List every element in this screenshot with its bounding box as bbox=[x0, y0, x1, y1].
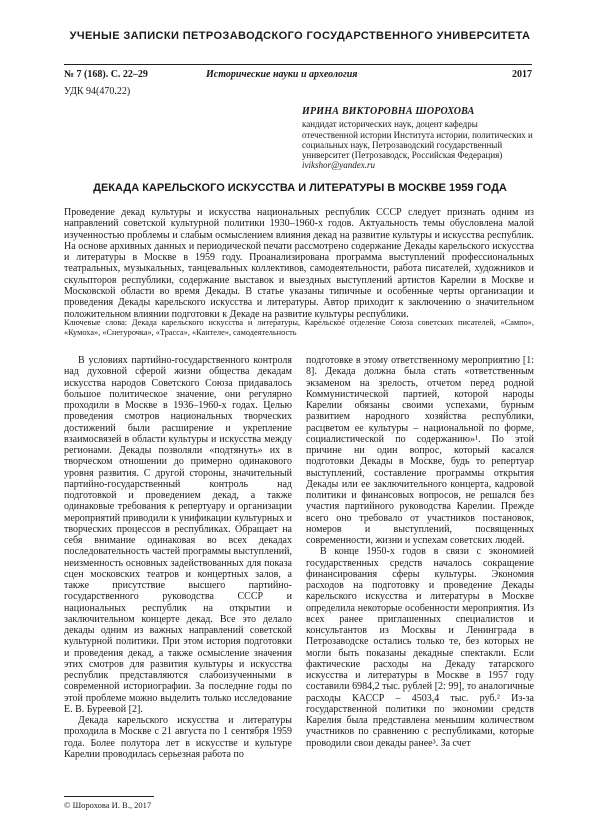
body-paragraph: В конце 1950-х годов в связи с экономией государственных средств началось сокращение финансирования сферы культуры. Экономия расходов на подготовку и проведение Декады карельского искусства и литературы в Москве определила некоторые особенности мероприятия. Из всех ранее приглашенных специалистов и консультантов из Москвы и Ленинграда в Петрозаводске остались только те, без которых не могли быть показаны декадные спектакли. Если фактические расходы на Декаду татарского искусства и литературы в Москве в 1957 году составили 6984,2 тыс. рублей [2: 99], то аналогичные расходы КАССР – 4503,4 тыс. руб.² Из-за государственной политики по экономии средств Карелия была представлена меньшим количеством участников по сравнению с республиками, которые проводили свои декады ранее³. За счет bbox=[306, 546, 534, 749]
copyright-notice: © Шорохова И. В., 2017 bbox=[64, 800, 152, 810]
article-abstract: Проведение декад культуры и искусства национальных республик СССР следует признать одним из направлений советской культурной политики 1930–1960-х годов. Актуальность темы обусловлена малой изученностью проблемы и слабым осмыслением влияния декад на развитие культуры и искусства республик. На основе архивных данных и периодической печати рассмотрено содержание Декады карельского искусства и литературы в Москве в 1959 году. Проанализирована программа выступлений профессиональных театральных, музыкальных, танцевальных коллективов, самодеятельности, работа писателей, художников и скульпторов республики, содержание выставок и выездных выступлений артистов Карелии в Москве и Московской области во время Декады. В статье указаны типичные и особенные черты организации и проведения Декады карельского искусства и литературы. Автор приходит к заключению о значительном положительном влиянии подготовки к Декаде на развитие культуры республики. bbox=[64, 207, 534, 320]
author-email[interactable]: ivikshor@yandex.ru bbox=[302, 160, 376, 171]
body-paragraph: Декада карельского искусства и литературы проходила в Москве с 21 августа по 1 сентября 1959 года. Более полутора лет в искусстве и культуре Карелии проводилась серьезная работа по bbox=[64, 715, 292, 760]
udc-code: УДК 94(470.22) bbox=[64, 86, 131, 97]
body-column-left bbox=[64, 355, 292, 760]
journal-title: УЧЕНЫЕ ЗАПИСКИ ПЕТРОЗАВОДСКОГО ГОСУДАРСТВЕННОГО УНИВЕРСИТЕТА bbox=[69, 30, 531, 42]
header-rule bbox=[64, 64, 532, 65]
body-paragraph: В условиях партийно-государственного контроля над духовной сферой жизни общества декадам искусства народов Советского Союза придавалось большое политическое значение, они регулярно проходили в Москве в 1936–1960-х годах. Целью проведения смотров национальных творческих достижений были расширение и укрепление взаимосвязей в области культуры и искусства между регионами. Декады позволяли «подтянуть» их в творческом отношении до примерно одинакового уровня развития. С другой стороны, значительный партийно-государственный контроль над подготовкой и проведением декад, а также одинаковые требования к репертуару и организации мероприятий приводили к унификации культурных и творческих процессов в республиках. Обращает на себя внимание одинаковая во всех декадах последовательность частей программы выступлений, неизменность основных задействованных для показа сцен московских театров и концертных залов, а также присутствие высшего партийно-государственного руководства СССР и национальных республик на открытии и заключительном концерте декад. Все это делало декады одним из важных направлений советской культурной политики. При этом история подготовки и проведения декад, а также осмысление значения этих смотров для развития культуры и искусства республик представляются слабоизученными в современной историографии. За последние годы по этой проблеме можно выделить только исследование Е. В. Буреевой [2]. bbox=[64, 355, 292, 715]
footnote-rule bbox=[64, 796, 154, 797]
issue-year: 2017 bbox=[512, 69, 532, 80]
body-paragraph: подготовке в этому ответственному мероприятию [1: 8]. Декада должна была стать «ответственным экзаменом на зрелость, отчетом перед родной Коммунистической партией, которой народы Карелии обязаны своими успехами, бурным развитием народного хозяйства республики, расцветом ее культуры – национальной по форме, социалистической по содержанию»¹. По этой причине ни один вопрос, который касался подготовки Декады в Москве, будь то репертуар выступлений, составление программы открытия Декады или ее заключительного концерта, кадровой политики и финансовых вопросов, не решался без участия партийного руководства Карелии. Прежде всего оно требовало от участников постановок, номеров и выступлений, посвященных современности, жизни и успехам советских людей. bbox=[306, 355, 534, 546]
section-name: Исторические науки и археология bbox=[206, 69, 358, 80]
author-block bbox=[302, 107, 534, 171]
article-keywords: Ключевые слова: Декада карельского искусства и литературы, Карельское отделение Союза советских писателей, «Сампо», «Кумоха», «Снегурочка», «Трасса», «Кантеле», самодеятельность bbox=[64, 318, 534, 337]
article-title: ДЕКАДА КАРЕЛЬСКОГО ИСКУССТВА И ЛИТЕРАТУРЫ В МОСКВЕ 1959 ГОДА bbox=[93, 182, 507, 194]
body-column-right bbox=[306, 355, 534, 749]
author-affiliation: кандидат исторических наук, доцент кафедры отечественной истории Института истории, политических и социальных наук, Петрозаводский государственный университет (Петрозаводск, Российская Федерация) bbox=[302, 119, 533, 161]
author-name: ИРИНА ВИКТОРОВНА ШОРОХОВА bbox=[302, 106, 475, 117]
issue-number: № 7 (168). С. 22–29 bbox=[64, 69, 148, 80]
